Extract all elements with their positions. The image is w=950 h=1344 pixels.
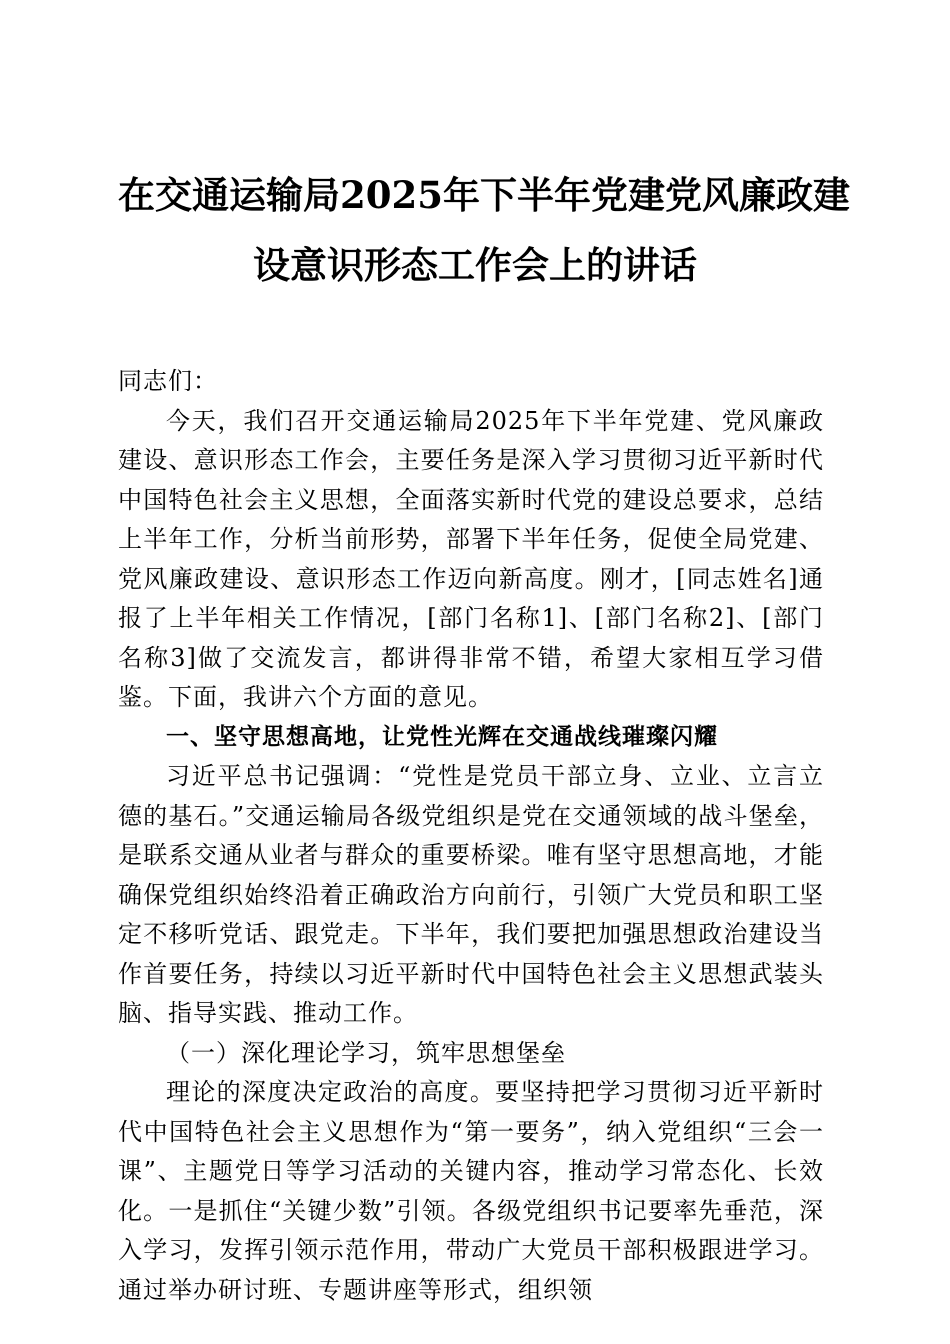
document-body xyxy=(118,362,824,1310)
section-1-paragraph: 习近平总书记强调：“党性是党员干部立身、立业、立言立德的基石。”交通运输局各级党组织是党在交通领域的战斗堡垒，是联系交通从业者与群众的重要桥梁。唯有坚守思想高地，才能确保党组织始终沿着正确政治方向前行，引领广大党员和职工坚定不移听党话、跟党走。下半年，我们要把加强思想政治建设当作首要任务，持续以习近平新时代中国特色社会主义思想武装头脑、指导实践、推动工作。 xyxy=(118,762,824,1027)
subsection-1-paragraph: 理论的深度决定政治的高度。要坚持把学习贯彻习近平新时代中国特色社会主义思想作为“第一要务”，纳入党组织“三会一课”、主题党日等学习活动的关键内容，推动学习常态化、长效化。一是抓住“关键少数”引领。各级党组织书记要率先垂范，深入学习，发挥引领示范作用，带动广大党员干部积极跟进学习。通过举办研讨班、专题讲座等形式，组织领 xyxy=(118,1078,824,1304)
document-title-line-1: 在交通运输局2025年下半年党建党风廉政建 xyxy=(118,173,850,217)
section-heading-1: 一、坚守思想高地，让党性光辉在交通战线璀璨闪耀 xyxy=(166,723,718,750)
salutation: 同志们： xyxy=(118,367,218,395)
subsection-heading-1: （一）深化理论学习，筑牢思想堡垒 xyxy=(166,1038,566,1067)
document-title-line-2: 设意识形态工作会上的讲话 xyxy=(253,243,697,287)
opening-paragraph: 今天，我们召开交通运输局2025年下半年党建、党风廉政建设、意识形态工作会，主要任务是深入学习贯彻习近平新时代中国特色社会主义思想，全面落实新时代党的建设总要求，总结上半年工作，分析当前形势，部署下半年任务，促使全局党建、党风廉政建设、意识形态工作迈向新高度。刚才，[同志姓名]通报了上半年相关工作情况，[部门名称1]、[部门名称2]、[部门名称3]做了交流发言，都讲得非常不错，希望大家相互学习借鉴。下面，我讲六个方面的意见。 xyxy=(118,406,824,711)
